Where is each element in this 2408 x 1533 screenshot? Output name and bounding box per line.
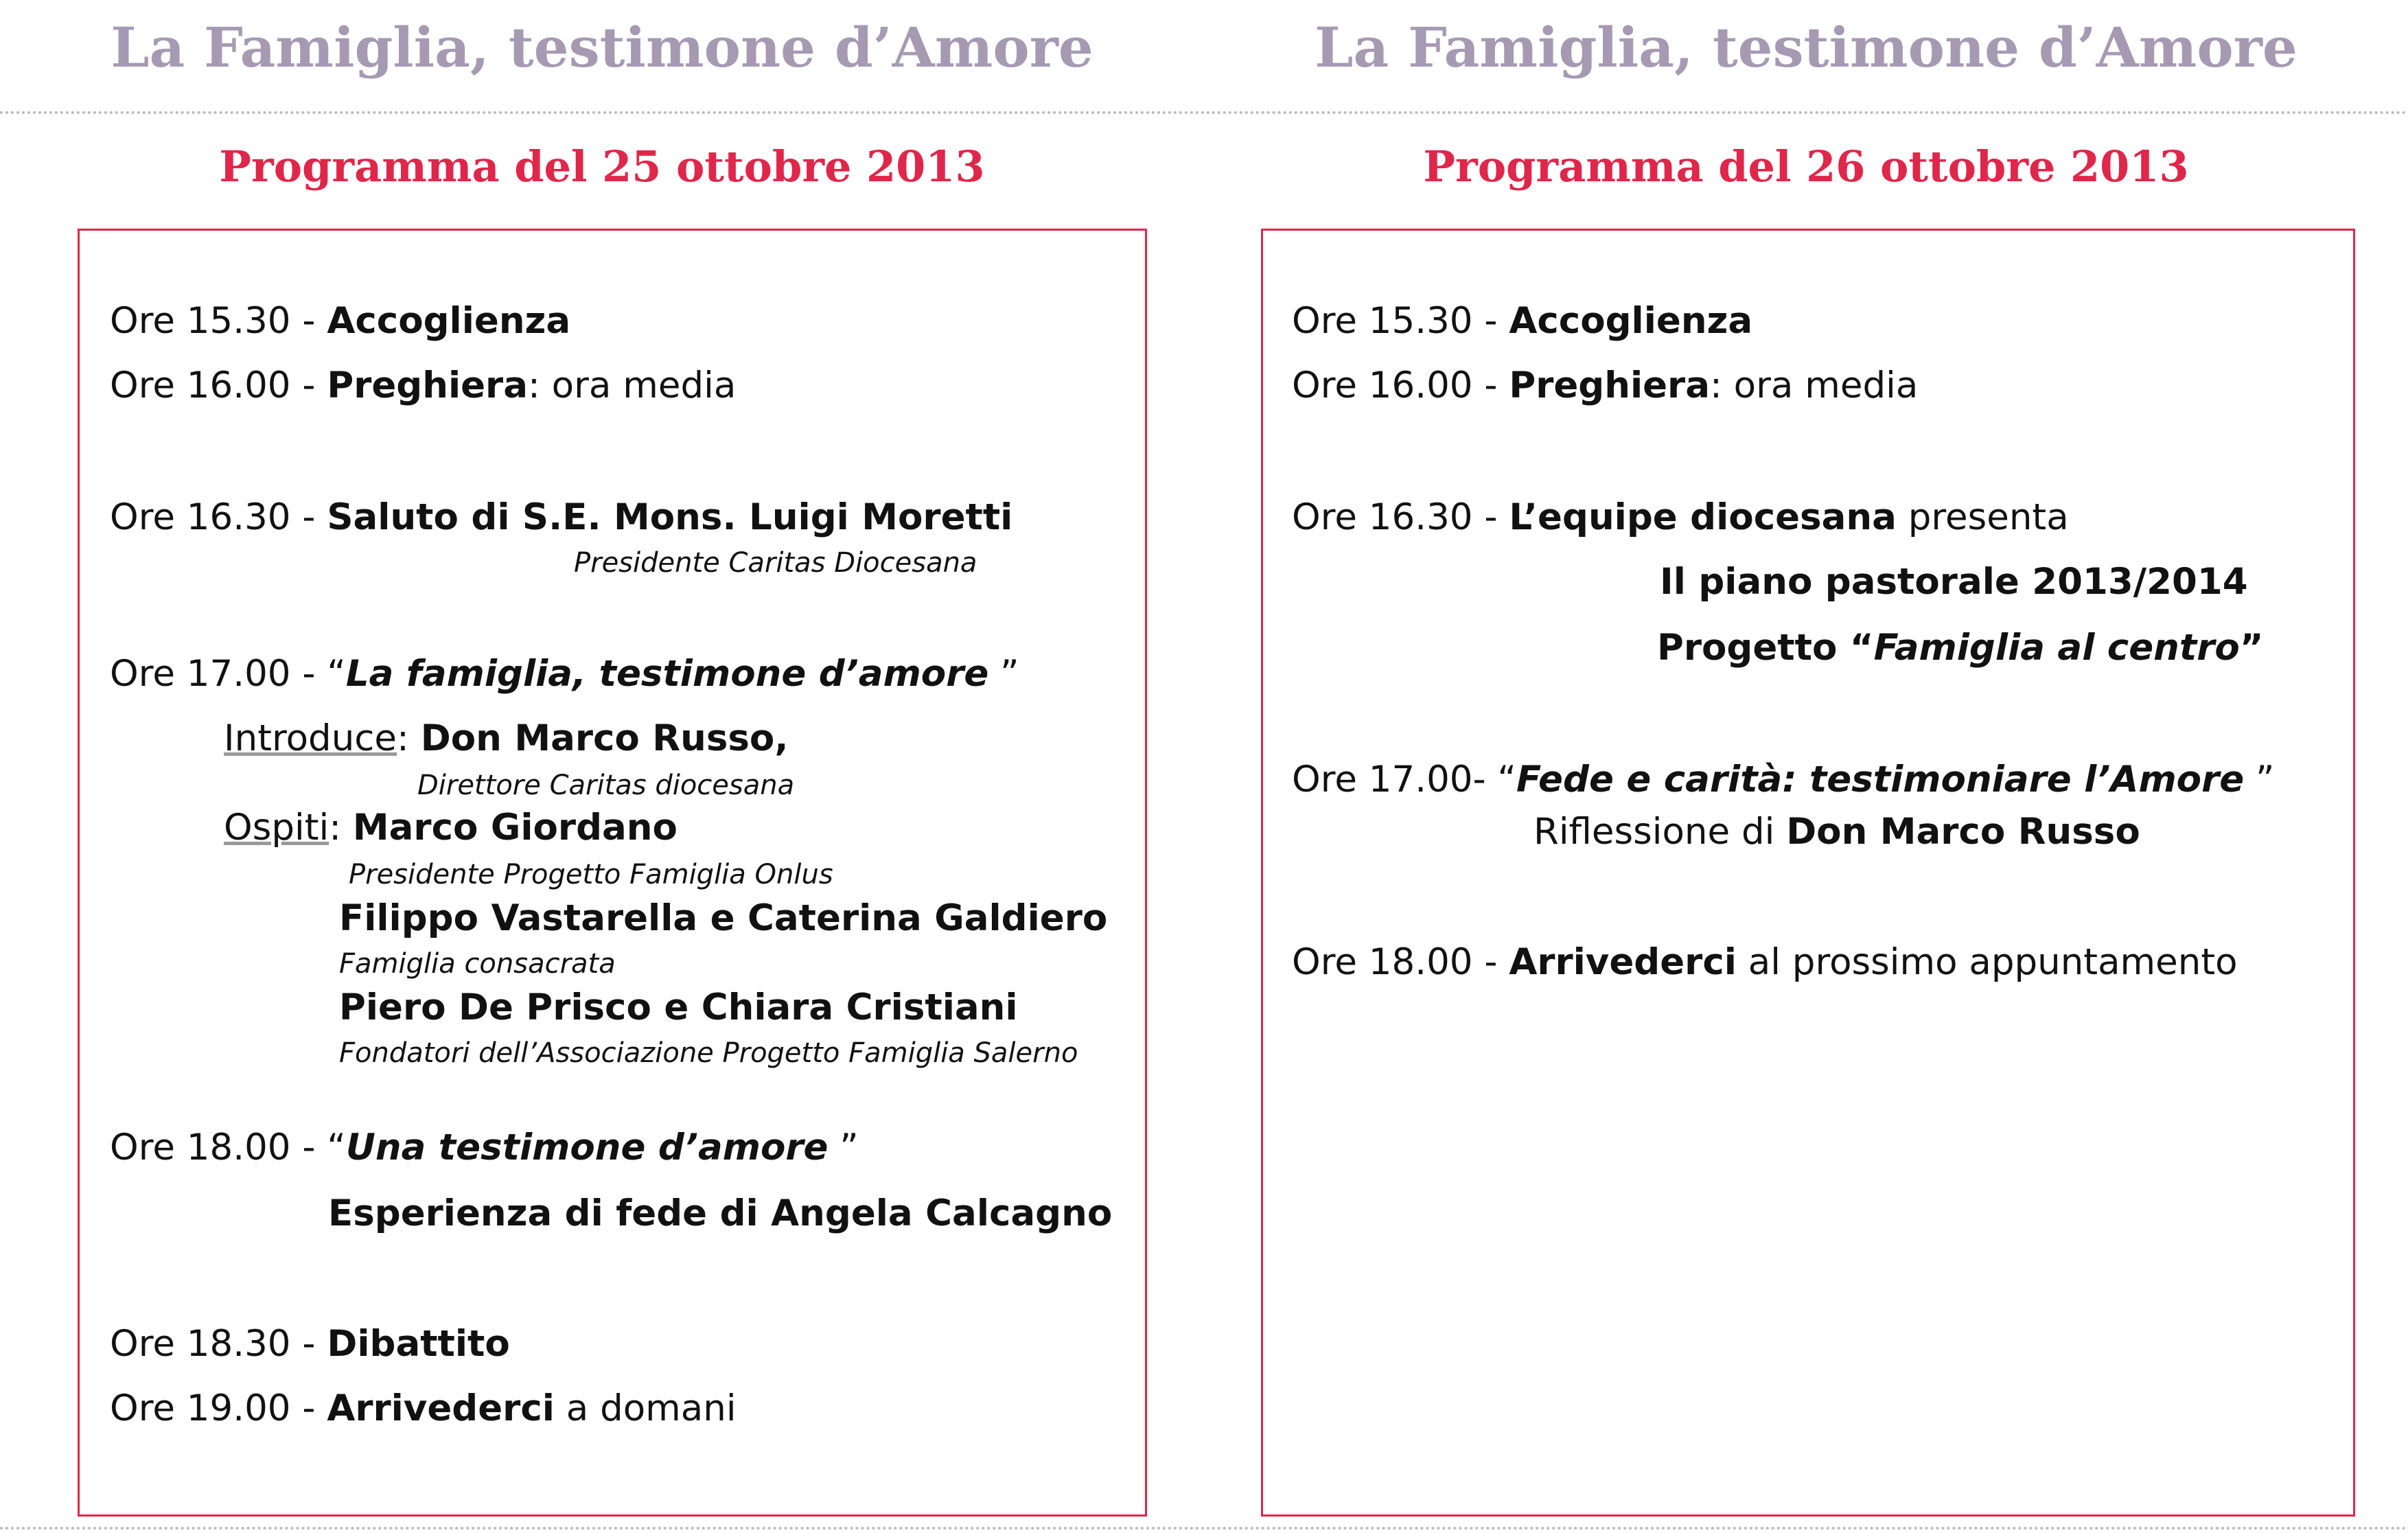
time-label: Ore 16.30 - (1292, 496, 1509, 538)
left-item-arrivederci (110, 1387, 737, 1431)
guest-name: Piero De Prisco e Chiara Cristiani (339, 987, 1018, 1028)
right-program-box (1261, 229, 2355, 1517)
introduce-line (224, 717, 788, 761)
time-label: Ore 15.30 - (110, 300, 327, 342)
right-page-title: La Famiglia, testimone d’Amore (1315, 15, 2297, 80)
left-item-accoglienza (110, 299, 570, 343)
introducer-name: Don Marco Russo, (420, 717, 789, 759)
event-title: Arrivederci (327, 1387, 555, 1429)
time-label: Ore 16.00 - (1292, 365, 1509, 406)
testimone-subline: Esperienza di fede di Angela Calcagno (328, 1192, 1113, 1234)
colon: : (329, 807, 353, 849)
talk-title: Una testimone d’amore (345, 1127, 829, 1168)
time-label: Ore 17.00 - “ (110, 653, 346, 695)
event-detail: al prossimo appuntamento (1736, 941, 2238, 983)
event-title: L’equipe diocesana (1509, 496, 1897, 538)
event-title: Dibattito (327, 1323, 510, 1365)
piano-pastorale: Il piano pastorale 2013/2014 (1660, 561, 2248, 603)
bottom-divider (0, 1527, 2408, 1530)
event-detail: : ora media (1709, 365, 1919, 406)
quote-mark: ” (988, 653, 1019, 695)
event-title: Preghiera (1509, 365, 1710, 406)
guest-note: Famiglia consacrata (339, 948, 616, 980)
riflessione-label: Riflessione di (1533, 811, 1787, 853)
event-title: Accoglienza (1509, 300, 1753, 342)
talk-title: La famiglia, testimone d’amore (345, 653, 989, 695)
progetto-title: Famiglia al centro (1873, 627, 2240, 669)
left-item-saluto (110, 496, 1012, 540)
right-item-equipe (1292, 496, 2069, 540)
right-item-accoglienza (1292, 299, 1752, 343)
right-item-preghiera (1292, 364, 1918, 408)
left-program-heading: Programma del 25 ottobre 2013 (219, 141, 985, 192)
riflessione-line (1533, 810, 2140, 854)
colon: : (397, 717, 421, 759)
guest-note: Presidente Progetto Famiglia Onlus (349, 859, 833, 890)
quote-mark: ” (2239, 627, 2264, 669)
right-program-heading: Programma del 26 ottobre 2013 (1423, 141, 2189, 192)
ospiti-label: Ospiti (224, 807, 329, 849)
progetto-label: Progetto “ (1657, 627, 1874, 669)
speaker-name: Don Marco Russo (1786, 811, 2140, 853)
guest-name: Filippo Vastarella e Caterina Galdiero (339, 897, 1108, 939)
time-label: Ore 15.30 - (1292, 300, 1509, 342)
left-item-talk (110, 652, 1019, 696)
time-label: Ore 18.00 - (1292, 941, 1509, 983)
event-title: Preghiera (327, 365, 528, 406)
progetto-line (1657, 626, 2264, 670)
time-label: Ore 19.00 - (110, 1387, 327, 1429)
top-divider (0, 111, 2408, 114)
saluto-note: Presidente Caritas Diocesana (574, 547, 977, 579)
introduce-label: Introduce (224, 717, 397, 759)
time-label: Ore 18.00 - “ (110, 1127, 346, 1168)
quote-mark: ” (2244, 759, 2275, 800)
guest-note: Fondatori dell’Associazione Progetto Famiglia Salerno (339, 1037, 1078, 1069)
left-item-preghiera (110, 364, 736, 408)
time-label: Ore 16.00 - (110, 365, 327, 406)
time-label: Ore 16.30 - (110, 496, 327, 538)
event-detail: presenta (1896, 496, 2069, 538)
left-item-testimone (110, 1126, 859, 1170)
time-label: Ore 17.00- “ (1292, 759, 1516, 800)
time-label: Ore 18.30 - (110, 1323, 327, 1365)
event-detail: a domani (554, 1387, 737, 1429)
left-item-dibattito (110, 1322, 510, 1366)
guest-name: Marco Giordano (352, 807, 678, 849)
quote-mark: ” (828, 1127, 859, 1168)
right-item-arrivederci (1292, 941, 2238, 984)
talk-title: Fede e carità: testimoniare l’Amore (1516, 759, 2245, 800)
right-item-talk (1292, 758, 2275, 802)
event-title: Accoglienza (327, 300, 571, 342)
event-detail: : ora media (527, 365, 737, 406)
ospiti-line (224, 806, 678, 850)
event-title: Arrivederci (1509, 941, 1737, 983)
introducer-note: Direttore Caritas diocesana (417, 770, 795, 801)
event-title: Saluto di S.E. Mons. Luigi Moretti (327, 496, 1013, 538)
left-page-title: La Famiglia, testimone d’Amore (111, 15, 1093, 80)
